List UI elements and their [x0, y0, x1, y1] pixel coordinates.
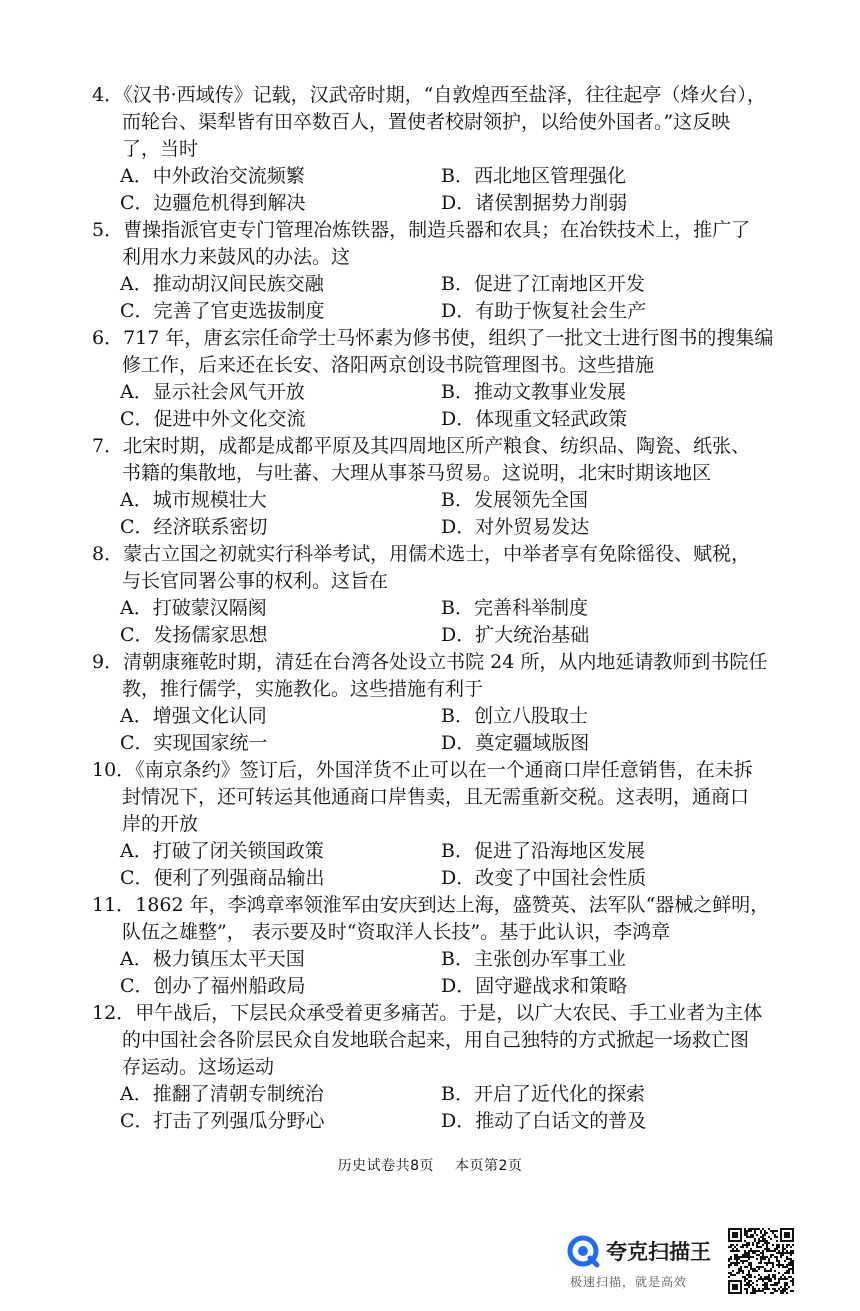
option-c: C．打击了列强瓜分野心 — [120, 1110, 325, 1132]
option-b: B．主张创办军事工业 — [441, 948, 626, 970]
question-text-line: 教，推行儒学，实施教化。这些措施有利于 — [122, 678, 484, 700]
brand-slogan: 极速扫描，就是高效 — [570, 1275, 688, 1289]
question-stem — [92, 649, 792, 676]
option-c: C．边疆危机得到解决 — [120, 192, 306, 214]
option-a: A．显示社会风气开放 — [120, 381, 305, 403]
question-text-line: 的中国社会各阶层民众自发地联合起来，用自己独特的方式掀起一场救亡图 — [122, 1029, 750, 1051]
option-grid — [92, 1081, 792, 1135]
question-text-line: 存运动。这场运动 — [122, 1056, 275, 1078]
question-4 — [92, 82, 792, 217]
question-stem — [92, 541, 792, 568]
option-a: A．打破蒙汉隔阂 — [120, 597, 267, 619]
option-c: C．实现国家统一 — [120, 732, 268, 754]
question-text-line: 与长官同署公事的权利。这旨在 — [122, 570, 389, 592]
question-text-line: 修工作，后来还在长安、洛阳两京创设书院管理图书。这些措施 — [122, 354, 655, 376]
question-stem — [92, 757, 792, 784]
option-d: D．扩大统治基础 — [441, 624, 590, 646]
scanner-watermark — [566, 1230, 726, 1290]
question-text-line: 北宋时期，成都是成都平原及其四周地区所产粮食、纺织品、陶瓷、纸张、 — [123, 435, 751, 457]
question-text-line: 曹操指派官吏专门管理冶炼铁器，制造兵器和农具；在冶铁技术上，推广了 — [123, 219, 751, 241]
question-text-line: 甲午战后，下层民众承受着更多痛苦。于是，以广大农民、手工业者为主体 — [135, 1002, 763, 1024]
option-a: A．城市规模壮大 — [120, 489, 267, 511]
question-text-line: 岸的开放 — [122, 813, 199, 835]
question-11 — [92, 892, 792, 1000]
option-b: B．促进了沿海地区发展 — [441, 840, 645, 862]
option-grid — [92, 271, 792, 325]
option-d: D．改变了中国社会性质 — [441, 867, 647, 889]
option-a: A．推动胡汉间民族交融 — [120, 273, 324, 295]
option-b: B．发展领先全国 — [441, 489, 588, 511]
question-stem — [92, 325, 792, 352]
question-stem — [92, 82, 792, 109]
option-b: B．推动文教事业发展 — [441, 381, 626, 403]
option-grid — [92, 946, 792, 1000]
question-number: 10． — [92, 759, 136, 781]
question-7 — [92, 433, 792, 541]
option-a: A．中外政治交流频繁 — [120, 165, 305, 187]
question-number: 5． — [92, 219, 124, 241]
question-6 — [92, 325, 792, 433]
option-d: D．有助于恢复社会生产 — [441, 300, 647, 322]
question-text-line: 封情况下，还可转运其他通商口岸售卖，且无需重新交税。这表明，通商口 — [122, 786, 750, 808]
option-b: B．促进了江南地区开发 — [441, 273, 645, 295]
page-footer — [0, 1155, 860, 1175]
option-a: A．极力镇压太平天国 — [120, 948, 305, 970]
option-grid — [92, 595, 792, 649]
question-text-line: 队伍之雄整”， 表示要及时“资取洋人长技”。基于此认识，李鸿章 — [122, 921, 671, 943]
question-9 — [92, 649, 792, 757]
option-grid — [92, 379, 792, 433]
option-c: C．便利了列强商品输出 — [120, 867, 325, 889]
question-text-line: 717 年，唐玄宗任命学士马怀素为修书使，组织了一批文士进行图书的搜集编 — [123, 327, 774, 349]
question-text-line: 了，当时 — [122, 138, 199, 160]
option-grid — [92, 838, 792, 892]
option-c: C．发扬儒家思想 — [120, 624, 268, 646]
option-b: B．完善科举制度 — [441, 597, 588, 619]
footer-total-pages: 历史试卷共8页 — [337, 1158, 435, 1174]
question-number: 8． — [92, 543, 124, 565]
question-number: 9． — [92, 651, 124, 673]
option-grid — [92, 703, 792, 757]
question-12 — [92, 1000, 792, 1135]
option-c: C．经济联系密切 — [120, 516, 268, 538]
option-d: D．奠定疆域版图 — [441, 732, 590, 754]
option-a: A．打破了闭关锁国政策 — [120, 840, 324, 862]
option-d: D．固守避战求和策略 — [441, 975, 628, 997]
question-5 — [92, 217, 792, 325]
option-a: A．推翻了清朝专制统治 — [120, 1083, 324, 1105]
option-grid — [92, 163, 792, 217]
question-stem — [92, 892, 792, 919]
question-text-line: 蒙古立国之初就实行科举考试，用儒术选士，中举者享有免除徭役、赋税， — [123, 543, 751, 565]
option-d: D．体现重文轻武政策 — [441, 408, 628, 430]
question-text-line: 1862 年，李鸿章率领淮军由安庆到达上海，盛赞英、法军队“器械之鲜明， — [135, 894, 770, 916]
question-10 — [92, 757, 792, 892]
footer-current-page: 本页第2页 — [454, 1158, 523, 1174]
option-b: B．开启了近代化的探索 — [441, 1083, 645, 1105]
question-text-line: 《南京条约》签订后，外国洋货不止可以在一个通商口岸任意销售，在未拆 — [135, 759, 753, 781]
question-text-line: 清朝康雍乾时期，清廷在台湾各处设立书院 24 所，从内地延请教师到书院任 — [123, 651, 768, 673]
question-number: 4． — [92, 84, 124, 106]
option-c: C．完善了官吏选拔制度 — [120, 300, 325, 322]
option-d: D．推动了白话文的普及 — [441, 1110, 647, 1132]
qr-code-icon — [728, 1228, 794, 1294]
question-stem — [92, 217, 792, 244]
brand-name: 夸克扫描王 — [606, 1240, 711, 1264]
question-stem — [92, 433, 792, 460]
question-number: 7． — [92, 435, 124, 457]
question-number: 11． — [92, 894, 136, 916]
question-text-line: 书籍的集散地，与吐蕃、大理从事茶马贸易。这说明，北宋时期该地区 — [122, 462, 712, 484]
option-d: D．对外贸易发达 — [441, 516, 590, 538]
option-c: C．创办了福州船政局 — [120, 975, 306, 997]
option-grid — [92, 487, 792, 541]
question-text-line: 《汉书·西域传》记载，汉武帝时期，“自敦煌西至盐泽，往往起亭（烽火台）， — [123, 84, 766, 106]
option-b: B．西北地区管理强化 — [441, 165, 626, 187]
option-c: C．促进中外文化交流 — [120, 408, 306, 430]
option-d: D．诸侯割据势力削弱 — [441, 192, 628, 214]
question-text-line: 而轮台、渠犁皆有田卒数百人，置使者校尉领护，以给使外国者。”这反映 — [122, 111, 731, 133]
question-8 — [92, 541, 792, 649]
question-text-line: 利用水力来鼓风的办法。这 — [122, 246, 351, 268]
quark-logo-icon — [566, 1234, 600, 1268]
question-stem — [92, 1000, 792, 1027]
option-a: A．增强文化认同 — [120, 705, 267, 727]
option-b: B．创立八股取士 — [441, 705, 588, 727]
question-number: 6． — [92, 327, 124, 349]
question-number: 12． — [92, 1002, 136, 1024]
